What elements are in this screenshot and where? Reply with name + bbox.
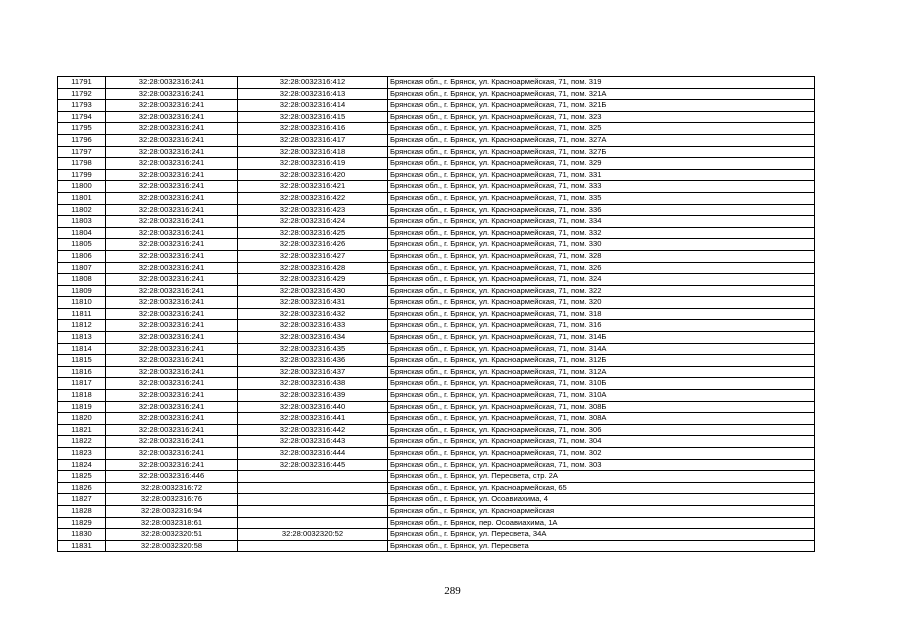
- address-cell: Брянская обл., г. Брянск, ул. Красноармейская, 71, пом. 332: [388, 227, 815, 239]
- table-row: [58, 471, 815, 483]
- parcel-number-cell: 32:28:0032316:241: [106, 308, 238, 320]
- address-cell: Брянская обл., г. Брянск, ул. Красноармейская, 71, пом. 333: [388, 181, 815, 193]
- table-row: [58, 216, 815, 228]
- object-number-cell: 32:28:0032316:418: [238, 146, 388, 158]
- table-row: [58, 378, 815, 390]
- parcel-number-cell: 32:28:0032316:241: [106, 274, 238, 286]
- parcel-number-cell: 32:28:0032316:241: [106, 146, 238, 158]
- object-number-cell: 32:28:0032316:421: [238, 181, 388, 193]
- parcel-number-cell: 32:28:0032316:241: [106, 100, 238, 112]
- address-cell: Брянская обл., г. Брянск, ул. Красноармейская, 65: [388, 482, 815, 494]
- address-cell: Брянская обл., г. Брянск, ул. Красноармейская, 71, пом. 329: [388, 158, 815, 170]
- object-number-cell: 32:28:0032316:414: [238, 100, 388, 112]
- address-cell: Брянская обл., г. Брянск, ул. Красноармейская, 71, пом. 318: [388, 308, 815, 320]
- address-cell: Брянская обл., г. Брянск, ул. Красноармейская, 71, пом. 314Б: [388, 332, 815, 344]
- table-row: [58, 436, 815, 448]
- row-number-cell: 11806: [58, 250, 106, 262]
- address-cell: Брянская обл., г. Брянск, ул. Красноармейская, 71, пом. 303: [388, 459, 815, 471]
- row-number-cell: 11817: [58, 378, 106, 390]
- parcel-number-cell: 32:28:0032316:241: [106, 239, 238, 251]
- parcel-number-cell: 32:28:0032316:241: [106, 390, 238, 402]
- address-cell: Брянская обл., г. Брянск, ул. Пересвета, стр. 2А: [388, 471, 815, 483]
- object-number-cell: 32:28:0032316:412: [238, 77, 388, 89]
- object-number-cell: 32:28:0032316:422: [238, 192, 388, 204]
- parcel-number-cell: 32:28:0032316:241: [106, 262, 238, 274]
- table-row: [58, 401, 815, 413]
- object-number-cell: [238, 540, 388, 552]
- object-number-cell: [238, 482, 388, 494]
- row-number-cell: 11811: [58, 308, 106, 320]
- row-number-cell: 11831: [58, 540, 106, 552]
- table-row: [58, 355, 815, 367]
- row-number-cell: 11805: [58, 239, 106, 251]
- table-row: [58, 448, 815, 460]
- row-number-cell: 11802: [58, 204, 106, 216]
- row-number-cell: 11824: [58, 459, 106, 471]
- object-number-cell: 32:28:0032316:413: [238, 88, 388, 100]
- row-number-cell: 11830: [58, 529, 106, 541]
- table-row: [58, 192, 815, 204]
- address-cell: Брянская обл., г. Брянск, ул. Осоавиахима, 4: [388, 494, 815, 506]
- row-number-cell: 11823: [58, 448, 106, 460]
- row-number-cell: 11804: [58, 227, 106, 239]
- row-number-cell: 11801: [58, 192, 106, 204]
- table-row: [58, 517, 815, 529]
- table-row: [58, 146, 815, 158]
- object-number-cell: 32:28:0032320:52: [238, 529, 388, 541]
- parcel-number-cell: 32:28:0032316:76: [106, 494, 238, 506]
- parcel-number-cell: 32:28:0032316:94: [106, 505, 238, 517]
- object-number-cell: 32:28:0032316:426: [238, 239, 388, 251]
- row-number-cell: 11795: [58, 123, 106, 135]
- address-cell: Брянская обл., г. Брянск, ул. Красноармейская, 71, пом. 330: [388, 239, 815, 251]
- address-cell: Брянская обл., г. Брянск, ул. Красноармейская, 71, пом. 334: [388, 216, 815, 228]
- parcel-number-cell: 32:28:0032316:241: [106, 332, 238, 344]
- row-number-cell: 11796: [58, 134, 106, 146]
- table-row: [58, 158, 815, 170]
- row-number-cell: 11793: [58, 100, 106, 112]
- object-number-cell: 32:28:0032316:434: [238, 332, 388, 344]
- row-number-cell: 11815: [58, 355, 106, 367]
- row-number-cell: 11803: [58, 216, 106, 228]
- table-row: [58, 239, 815, 251]
- object-number-cell: 32:28:0032316:439: [238, 390, 388, 402]
- parcel-number-cell: 32:28:0032316:241: [106, 378, 238, 390]
- address-cell: Брянская обл., г. Брянск, ул. Красноармейская, 71, пом. 320: [388, 297, 815, 309]
- parcel-number-cell: 32:28:0032316:241: [106, 169, 238, 181]
- parcel-number-cell: 32:28:0032316:241: [106, 134, 238, 146]
- table-row: [58, 123, 815, 135]
- address-cell: Брянская обл., г. Брянск, ул. Красноармейская, 71, пом. 324: [388, 274, 815, 286]
- table-row: [58, 227, 815, 239]
- parcel-number-cell: 32:28:0032316:446: [106, 471, 238, 483]
- parcel-number-cell: 32:28:0032316:241: [106, 158, 238, 170]
- object-number-cell: 32:28:0032316:445: [238, 459, 388, 471]
- parcel-number-cell: 32:28:0032316:241: [106, 448, 238, 460]
- row-number-cell: 11827: [58, 494, 106, 506]
- row-number-cell: 11829: [58, 517, 106, 529]
- address-cell: Брянская обл., г. Брянск, ул. Красноармейская, 71, пом. 316: [388, 320, 815, 332]
- parcel-number-cell: 32:28:0032318:61: [106, 517, 238, 529]
- object-number-cell: 32:28:0032316:427: [238, 250, 388, 262]
- table-row: [58, 204, 815, 216]
- address-cell: Брянская обл., г. Брянск, ул. Красноармейская, 71, пом. 326: [388, 262, 815, 274]
- address-cell: Брянская обл., г. Брянск, ул. Красноармейская, 71, пом. 335: [388, 192, 815, 204]
- row-number-cell: 11819: [58, 401, 106, 413]
- row-number-cell: 11810: [58, 297, 106, 309]
- address-cell: Брянская обл., г. Брянск, ул. Красноармейская, 71, пом. 304: [388, 436, 815, 448]
- parcel-number-cell: 32:28:0032316:241: [106, 366, 238, 378]
- object-number-cell: 32:28:0032316:429: [238, 274, 388, 286]
- parcel-number-cell: 32:28:0032316:241: [106, 204, 238, 216]
- object-number-cell: 32:28:0032316:440: [238, 401, 388, 413]
- table-row: [58, 482, 815, 494]
- row-number-cell: 11821: [58, 424, 106, 436]
- object-number-cell: 32:28:0032316:423: [238, 204, 388, 216]
- parcel-number-cell: 32:28:0032316:241: [106, 216, 238, 228]
- row-number-cell: 11813: [58, 332, 106, 344]
- row-number-cell: 11809: [58, 285, 106, 297]
- address-cell: Брянская обл., г. Брянск, ул. Красноармейская, 71, пом. 323: [388, 111, 815, 123]
- object-number-cell: 32:28:0032316:432: [238, 308, 388, 320]
- table-row: [58, 505, 815, 517]
- address-cell: Брянская обл., г. Брянск, ул. Красноармейская, 71, пом. 310А: [388, 390, 815, 402]
- address-cell: Брянская обл., г. Брянск, ул. Красноармейская, 71, пом. 321А: [388, 88, 815, 100]
- table-row: [58, 494, 815, 506]
- row-number-cell: 11820: [58, 413, 106, 425]
- address-cell: Брянская обл., г. Брянск, ул. Красноармейская, 71, пом. 325: [388, 123, 815, 135]
- row-number-cell: 11826: [58, 482, 106, 494]
- object-number-cell: [238, 471, 388, 483]
- object-number-cell: 32:28:0032316:416: [238, 123, 388, 135]
- table-row: [58, 262, 815, 274]
- row-number-cell: 11800: [58, 181, 106, 193]
- object-number-cell: 32:28:0032316:442: [238, 424, 388, 436]
- parcel-number-cell: 32:28:0032316:241: [106, 320, 238, 332]
- object-number-cell: 32:28:0032316:435: [238, 343, 388, 355]
- table-row: [58, 250, 815, 262]
- address-cell: Брянская обл., г. Брянск, ул. Красноармейская, 71, пом. 310Б: [388, 378, 815, 390]
- parcel-number-cell: 32:28:0032316:241: [106, 436, 238, 448]
- object-number-cell: 32:28:0032316:436: [238, 355, 388, 367]
- address-cell: Брянская обл., г. Брянск, ул. Красноармейская, 71, пом. 312Б: [388, 355, 815, 367]
- table-row: [58, 111, 815, 123]
- parcel-number-cell: 32:28:0032316:241: [106, 181, 238, 193]
- parcel-number-cell: 32:28:0032316:241: [106, 111, 238, 123]
- table-row: [58, 366, 815, 378]
- row-number-cell: 11807: [58, 262, 106, 274]
- parcel-number-cell: 32:28:0032316:241: [106, 459, 238, 471]
- row-number-cell: 11822: [58, 436, 106, 448]
- row-number-cell: 11794: [58, 111, 106, 123]
- parcel-number-cell: 32:28:0032316:241: [106, 88, 238, 100]
- table-row: [58, 459, 815, 471]
- address-cell: Брянская обл., г. Брянск, ул. Красноармейская, 71, пом. 308Б: [388, 401, 815, 413]
- register-table-body: [58, 77, 815, 552]
- table-row: [58, 308, 815, 320]
- row-number-cell: 11814: [58, 343, 106, 355]
- parcel-number-cell: 32:28:0032316:241: [106, 123, 238, 135]
- table-row: [58, 100, 815, 112]
- table-row: [58, 390, 815, 402]
- object-number-cell: 32:28:0032316:420: [238, 169, 388, 181]
- address-cell: Брянская обл., г. Брянск, ул. Красноармейская, 71, пом. 327А: [388, 134, 815, 146]
- parcel-number-cell: 32:28:0032316:241: [106, 297, 238, 309]
- parcel-number-cell: 32:28:0032316:72: [106, 482, 238, 494]
- address-cell: Брянская обл., г. Брянск, ул. Красноармейская, 71, пом. 302: [388, 448, 815, 460]
- object-number-cell: 32:28:0032316:441: [238, 413, 388, 425]
- address-cell: Брянская обл., г. Брянск, ул. Пересвета, 34А: [388, 529, 815, 541]
- parcel-number-cell: 32:28:0032320:51: [106, 529, 238, 541]
- table-row: [58, 332, 815, 344]
- table-row: [58, 297, 815, 309]
- table-row: [58, 274, 815, 286]
- object-number-cell: 32:28:0032316:444: [238, 448, 388, 460]
- table-row: [58, 134, 815, 146]
- object-number-cell: [238, 517, 388, 529]
- page-number: 289: [444, 585, 461, 597]
- address-cell: Брянская обл., г. Брянск, ул. Красноармейская, 71, пом. 319: [388, 77, 815, 89]
- object-number-cell: 32:28:0032316:431: [238, 297, 388, 309]
- object-number-cell: 32:28:0032316:437: [238, 366, 388, 378]
- table-row: [58, 169, 815, 181]
- row-number-cell: 11825: [58, 471, 106, 483]
- parcel-number-cell: 32:28:0032316:241: [106, 285, 238, 297]
- row-number-cell: 11798: [58, 158, 106, 170]
- address-cell: Брянская обл., г. Брянск, ул. Красноармейская, 71, пом. 331: [388, 169, 815, 181]
- object-number-cell: [238, 505, 388, 517]
- address-cell: Брянская обл., г. Брянск, ул. Красноармейская, 71, пом. 312А: [388, 366, 815, 378]
- parcel-number-cell: 32:28:0032320:58: [106, 540, 238, 552]
- row-number-cell: 11816: [58, 366, 106, 378]
- table-row: [58, 343, 815, 355]
- address-cell: Брянская обл., г. Брянск, ул. Красноармейская: [388, 505, 815, 517]
- row-number-cell: 11791: [58, 77, 106, 89]
- object-number-cell: [238, 494, 388, 506]
- table-row: [58, 88, 815, 100]
- register-table: [57, 76, 815, 552]
- row-number-cell: 11812: [58, 320, 106, 332]
- parcel-number-cell: 32:28:0032316:241: [106, 401, 238, 413]
- table-row: [58, 529, 815, 541]
- address-cell: Брянская обл., г. Брянск, ул. Красноармейская, 71, пом. 327Б: [388, 146, 815, 158]
- object-number-cell: 32:28:0032316:419: [238, 158, 388, 170]
- table-row: [58, 77, 815, 89]
- row-number-cell: 11792: [58, 88, 106, 100]
- parcel-number-cell: 32:28:0032316:241: [106, 77, 238, 89]
- object-number-cell: 32:28:0032316:415: [238, 111, 388, 123]
- row-number-cell: 11797: [58, 146, 106, 158]
- row-number-cell: 11828: [58, 505, 106, 517]
- address-cell: Брянская обл., г. Брянск, ул. Красноармейская, 71, пом. 308А: [388, 413, 815, 425]
- address-cell: Брянская обл., г. Брянск, ул. Красноармейская, 71, пом. 328: [388, 250, 815, 262]
- object-number-cell: 32:28:0032316:417: [238, 134, 388, 146]
- object-number-cell: 32:28:0032316:443: [238, 436, 388, 448]
- address-cell: Брянская обл., г. Брянск, ул. Красноармейская, 71, пом. 306: [388, 424, 815, 436]
- address-cell: Брянская обл., г. Брянск, ул. Красноармейская, 71, пом. 321Б: [388, 100, 815, 112]
- parcel-number-cell: 32:28:0032316:241: [106, 424, 238, 436]
- parcel-number-cell: 32:28:0032316:241: [106, 192, 238, 204]
- address-cell: Брянская обл., г. Брянск, ул. Пересвета: [388, 540, 815, 552]
- object-number-cell: 32:28:0032316:428: [238, 262, 388, 274]
- address-cell: Брянская обл., г. Брянск, ул. Красноармейская, 71, пом. 336: [388, 204, 815, 216]
- table-row: [58, 285, 815, 297]
- table-row: [58, 424, 815, 436]
- parcel-number-cell: 32:28:0032316:241: [106, 413, 238, 425]
- row-number-cell: 11808: [58, 274, 106, 286]
- address-cell: Брянская обл., г. Брянск, ул. Красноармейская, 71, пом. 322: [388, 285, 815, 297]
- row-number-cell: 11799: [58, 169, 106, 181]
- address-cell: Брянская обл., г. Брянск, ул. Красноармейская, 71, пом. 314А: [388, 343, 815, 355]
- row-number-cell: 11818: [58, 390, 106, 402]
- table-row: [58, 413, 815, 425]
- table-row: [58, 540, 815, 552]
- object-number-cell: 32:28:0032316:438: [238, 378, 388, 390]
- parcel-number-cell: 32:28:0032316:241: [106, 343, 238, 355]
- parcel-number-cell: 32:28:0032316:241: [106, 355, 238, 367]
- object-number-cell: 32:28:0032316:433: [238, 320, 388, 332]
- address-cell: Брянская обл., г. Брянск, пер. Осоавиахима, 1А: [388, 517, 815, 529]
- parcel-number-cell: 32:28:0032316:241: [106, 227, 238, 239]
- object-number-cell: 32:28:0032316:430: [238, 285, 388, 297]
- object-number-cell: 32:28:0032316:424: [238, 216, 388, 228]
- table-row: [58, 181, 815, 193]
- parcel-number-cell: 32:28:0032316:241: [106, 250, 238, 262]
- table-row: [58, 320, 815, 332]
- object-number-cell: 32:28:0032316:425: [238, 227, 388, 239]
